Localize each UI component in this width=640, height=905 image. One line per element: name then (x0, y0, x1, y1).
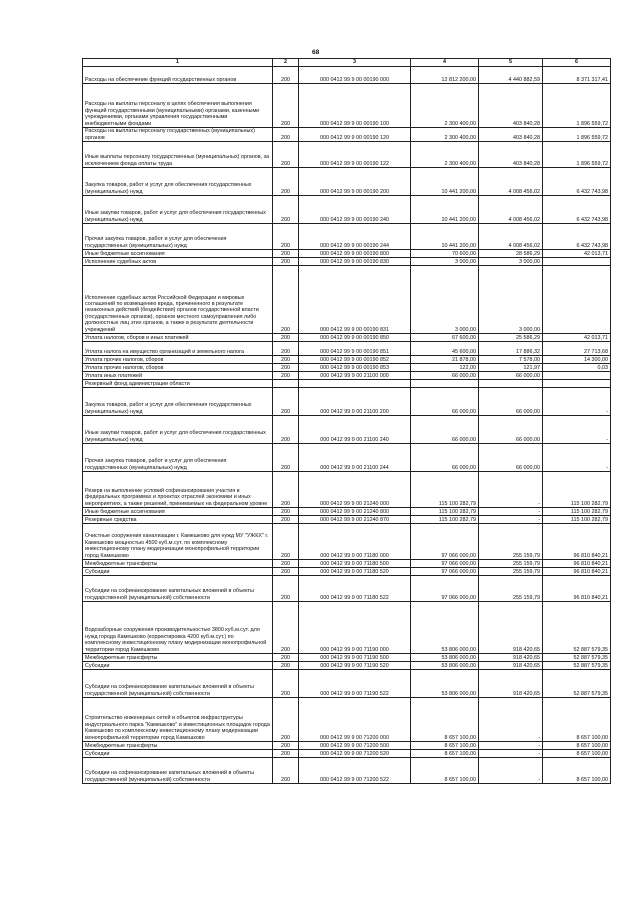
unexecuted-amount-cell: 96 810 840,21 (543, 576, 611, 602)
unexecuted-amount-cell: 8 657 100,00 (543, 758, 611, 784)
table-row (83, 128, 611, 142)
page-number: 68 (312, 49, 320, 56)
column-header: 6 (543, 59, 611, 67)
unexecuted-amount-cell: - (543, 444, 611, 472)
executed-amount-cell: 3 000,00 (479, 258, 543, 266)
row-code-cell: 200 (273, 742, 299, 750)
classification-code-cell: 000 0412 99 9 00 71190 000 (299, 602, 411, 654)
unexecuted-amount-cell: 8 371 317,41 (543, 67, 611, 84)
executed-amount-cell: 403 840,28 (479, 84, 543, 128)
name-cell: Субсидии на софинансирование капитальных вложений в объекты государственной (муниципальной) собственности (83, 670, 273, 698)
unexecuted-amount-cell: 52 887 579,35 (543, 654, 611, 662)
table-row (83, 372, 611, 380)
table-row (83, 342, 611, 356)
executed-amount-cell: 4 008 456,02 (479, 168, 543, 196)
classification-code-cell: 000 0412 99 9 00 21240 000 (299, 472, 411, 508)
executed-amount-cell: 4 008 456,02 (479, 224, 543, 250)
table-row (83, 516, 611, 524)
column-header: 1 (83, 59, 273, 67)
approved-amount-cell: 97 066 000,00 (411, 524, 479, 560)
name-cell: Строительство инженерных сетей и объектов инфраструктуры индустриального парка "Камешково" и инвестиционных площадок города Камешково по комплексному инвестиционному плану модернизации монопрофильной территории город Камешково (83, 698, 273, 742)
classification-code-cell: 000 0412 99 9 00 71190 522 (299, 670, 411, 698)
classification-code-cell: 000 0412 99 9 00 00190 200 (299, 168, 411, 196)
row-code-cell: 200 (273, 472, 299, 508)
unexecuted-amount-cell: 8 657 100,00 (543, 698, 611, 742)
executed-amount-cell: - (479, 758, 543, 784)
classification-code-cell: 000 0412 99 9 00 71200 520 (299, 750, 411, 758)
unexecuted-amount-cell (543, 258, 611, 266)
table-row (83, 388, 611, 416)
name-cell: Межбюджетные трансферты (83, 654, 273, 662)
table-row (83, 168, 611, 196)
row-code-cell: 200 (273, 266, 299, 334)
approved-amount-cell: 12 812 200,00 (411, 67, 479, 84)
classification-code-cell: 000 0412 99 9 00 71190 520 (299, 662, 411, 670)
unexecuted-amount-cell: 6 432 743,98 (543, 168, 611, 196)
unexecuted-amount-cell: 1 896 559,72 (543, 128, 611, 142)
classification-code-cell: 000 0412 99 9 00 00190 244 (299, 224, 411, 250)
table-row (83, 560, 611, 568)
table-row (83, 364, 611, 372)
name-cell: Закупка товаров, работ и услуг для обеспечения государственных (муниципальных) нужд (83, 168, 273, 196)
name-cell: Иные закупки товаров, работ и услуг для обеспечения государственных (муниципальных) нужд (83, 416, 273, 444)
executed-amount-cell: 4 008 456,02 (479, 196, 543, 224)
name-cell: Очистные сооружения канализации г. Камешково для нужд МУ "УЖКХ" г. Камешково мощностью 4500 куб.м.сут. по комплексному инвестиционному плану модернизации монопрофильной территории город Камешково (83, 524, 273, 560)
name-cell: Исполнение судебных актов Российской Федерации и мировых соглашений по возмещению вреда, причиненного в результате незаконных действий (бездействия) органов государственной власти (государственных органов), органов местного самоуправления либо должностных лиц этих органов, а также в результате деятельности учреждений (83, 266, 273, 334)
table-row (83, 662, 611, 670)
table-row (83, 250, 611, 258)
row-code-cell: 200 (273, 224, 299, 250)
executed-amount-cell: 255 159,79 (479, 576, 543, 602)
name-cell: Резервные средства (83, 516, 273, 524)
table-row (83, 67, 611, 84)
table-row (83, 416, 611, 444)
row-code-cell: 200 (273, 342, 299, 356)
classification-code-cell: 000 0412 99 9 00 71180 520 (299, 568, 411, 576)
table-row (83, 196, 611, 224)
name-cell: Резервный фонд администрации области (83, 380, 273, 388)
row-code-cell: 200 (273, 662, 299, 670)
approved-amount-cell: 8 657 100,00 (411, 698, 479, 742)
unexecuted-amount-cell: 115 100 282,79 (543, 516, 611, 524)
executed-amount-cell: 66 000,00 (479, 388, 543, 416)
column-header: 3 (299, 59, 411, 67)
approved-amount-cell: 45 600,00 (411, 342, 479, 356)
unexecuted-amount-cell: 52 887 579,35 (543, 602, 611, 654)
row-code-cell: 200 (273, 670, 299, 698)
executed-amount-cell: - (479, 742, 543, 750)
header-row (83, 59, 611, 67)
column-header: 2 (273, 59, 299, 67)
row-code-cell: 200 (273, 84, 299, 128)
row-code-cell: 200 (273, 750, 299, 758)
classification-code-cell: 000 0412 99 9 00 21100 240 (299, 416, 411, 444)
row-code-cell (273, 380, 299, 388)
executed-amount-cell: 66 000,00 (479, 416, 543, 444)
classification-code-cell: 000 0412 99 9 00 00190 100 (299, 84, 411, 128)
approved-amount-cell: 66 000,00 (411, 372, 479, 380)
row-code-cell: 200 (273, 602, 299, 654)
executed-amount-cell: - (479, 698, 543, 742)
row-code-cell: 200 (273, 508, 299, 516)
executed-amount-cell: 918 420,65 (479, 602, 543, 654)
classification-code-cell: 000 0412 99 9 00 71200 522 (299, 758, 411, 784)
approved-amount-cell: 67 600,00 (411, 334, 479, 342)
row-code-cell: 200 (273, 67, 299, 84)
name-cell: Исполнение судебных актов (83, 258, 273, 266)
approved-amount-cell: 66 000,00 (411, 444, 479, 472)
approved-amount-cell: 10 441 200,00 (411, 168, 479, 196)
unexecuted-amount-cell: 42 013,71 (543, 250, 611, 258)
table-row (83, 266, 611, 334)
executed-amount-cell: 121,97 (479, 364, 543, 372)
column-header: 5 (479, 59, 543, 67)
row-code-cell: 200 (273, 388, 299, 416)
row-code-cell: 200 (273, 568, 299, 576)
approved-amount-cell: 70 600,00 (411, 250, 479, 258)
name-cell: Иные закупки товаров, работ и услуг для обеспечения государственных (муниципальных) нужд (83, 196, 273, 224)
row-code-cell: 200 (273, 372, 299, 380)
executed-amount-cell: 28 586,29 (479, 250, 543, 258)
name-cell: Субсидии на софинансирование капитальных вложений в объекты государственной (муниципальной) собственности (83, 758, 273, 784)
row-code-cell: 200 (273, 250, 299, 258)
table-row (83, 472, 611, 508)
approved-amount-cell: 115 100 282,79 (411, 516, 479, 524)
unexecuted-amount-cell: 96 810 840,21 (543, 568, 611, 576)
classification-code-cell: 000 0412 99 9 00 00190 000 (299, 67, 411, 84)
name-cell: Водозаборные сооружения производительностью 3800 куб.м.сут. для нужд города Камешково (корректировка 4200 куб.м.сут.) по комплексному инвестиционному плану модернизации монопрофильной территории город Камешково (83, 602, 273, 654)
approved-amount-cell: 53 806 000,00 (411, 662, 479, 670)
table-row (83, 508, 611, 516)
name-cell: Субсидии (83, 662, 273, 670)
executed-amount-cell: - (479, 750, 543, 758)
classification-code-cell: 000 0412 99 9 00 71200 000 (299, 698, 411, 742)
table-row (83, 568, 611, 576)
unexecuted-amount-cell: 52 887 579,35 (543, 662, 611, 670)
unexecuted-amount-cell: 96 810 840,21 (543, 524, 611, 560)
executed-amount-cell: - (479, 472, 543, 508)
classification-code-cell: 000 0412 99 9 00 00190 831 (299, 266, 411, 334)
name-cell: Уплата налога на имущество организаций и земельного налога (83, 342, 273, 356)
executed-amount-cell: 7 578,00 (479, 356, 543, 364)
row-code-cell: 200 (273, 654, 299, 662)
unexecuted-amount-cell: 6 432 743,98 (543, 196, 611, 224)
table-row (83, 602, 611, 654)
executed-amount-cell: 66 000,00 (479, 372, 543, 380)
table-row (83, 224, 611, 250)
unexecuted-amount-cell (543, 372, 611, 380)
row-code-cell: 200 (273, 128, 299, 142)
unexecuted-amount-cell: 115 100 282,79 (543, 472, 611, 508)
unexecuted-amount-cell: 52 887 579,35 (543, 670, 611, 698)
classification-code-cell: 000 0412 99 9 00 00190 851 (299, 342, 411, 356)
approved-amount-cell: 97 066 000,00 (411, 576, 479, 602)
name-cell: Уплата прочих налогов, сборов (83, 364, 273, 372)
executed-amount-cell: 255 159,79 (479, 524, 543, 560)
table-row (83, 750, 611, 758)
classification-code-cell: 000 0412 99 9 00 21100 244 (299, 444, 411, 472)
classification-code-cell: 000 0412 99 9 00 00190 240 (299, 196, 411, 224)
approved-amount-cell: 3 000,00 (411, 266, 479, 334)
approved-amount-cell: 3 000,00 (411, 258, 479, 266)
table-row (83, 698, 611, 742)
row-code-cell: 200 (273, 168, 299, 196)
classification-code-cell: 000 0412 99 9 00 00190 830 (299, 258, 411, 266)
row-code-cell: 200 (273, 334, 299, 342)
executed-amount-cell: 918 420,65 (479, 670, 543, 698)
executed-amount-cell: - (479, 508, 543, 516)
row-code-cell: 200 (273, 560, 299, 568)
approved-amount-cell: 2 300 400,00 (411, 84, 479, 128)
unexecuted-amount-cell: - (543, 416, 611, 444)
classification-code-cell: 000 0412 99 9 00 00190 800 (299, 250, 411, 258)
executed-amount-cell: 66 000,00 (479, 444, 543, 472)
executed-amount-cell: 403 840,28 (479, 142, 543, 168)
approved-amount-cell: 66 000,00 (411, 388, 479, 416)
classification-code-cell: 000 0412 99 9 00 00190 120 (299, 128, 411, 142)
classification-code-cell: 000 0412 99 9 00 21240 870 (299, 516, 411, 524)
executed-amount-cell: 4 440 882,59 (479, 67, 543, 84)
approved-amount-cell (411, 380, 479, 388)
budget-table (82, 58, 611, 784)
table-row (83, 84, 611, 128)
table-row (83, 356, 611, 364)
unexecuted-amount-cell (543, 380, 611, 388)
executed-amount-cell: 255 159,79 (479, 560, 543, 568)
approved-amount-cell: 8 657 100,00 (411, 742, 479, 750)
row-code-cell: 200 (273, 758, 299, 784)
approved-amount-cell: 115 100 282,79 (411, 472, 479, 508)
row-code-cell: 200 (273, 698, 299, 742)
unexecuted-amount-cell: - (543, 388, 611, 416)
executed-amount-cell: - (479, 516, 543, 524)
name-cell: Прочая закупка товаров, работ и услуг для обеспечения государственных (муниципальных) нужд (83, 444, 273, 472)
executed-amount-cell: 3 000,00 (479, 266, 543, 334)
unexecuted-amount-cell: 1 896 559,72 (543, 142, 611, 168)
table-row (83, 444, 611, 472)
table-row (83, 758, 611, 784)
name-cell: Закупка товаров, работ и услуг для обеспечения государственных (муниципальных) нужд (83, 388, 273, 416)
name-cell: Расходы на выплаты персоналу государственных (муниципальных) органов (83, 128, 273, 142)
classification-code-cell: 000 0412 99 9 00 71180 000 (299, 524, 411, 560)
classification-code-cell: 000 0412 99 9 00 21240 800 (299, 508, 411, 516)
row-code-cell: 200 (273, 356, 299, 364)
unexecuted-amount-cell: 0,03 (543, 364, 611, 372)
unexecuted-amount-cell: 27 713,68 (543, 342, 611, 356)
table-row (83, 742, 611, 750)
classification-code-cell (299, 380, 411, 388)
approved-amount-cell: 66 000,00 (411, 416, 479, 444)
approved-amount-cell: 97 066 000,00 (411, 568, 479, 576)
table-row (83, 258, 611, 266)
name-cell: Межбюджетные трансферты (83, 742, 273, 750)
name-cell: Расходы на обеспечение функций государственных органов (83, 67, 273, 84)
name-cell: Межбюджетные трансферты (83, 560, 273, 568)
row-code-cell: 200 (273, 364, 299, 372)
row-code-cell: 200 (273, 524, 299, 560)
name-cell: Иные выплаты персоналу государственных (муниципальных) органов, за исключением фонда оплаты труда (83, 142, 273, 168)
table-row (83, 576, 611, 602)
executed-amount-cell: 918 420,65 (479, 662, 543, 670)
classification-code-cell: 000 0412 99 9 00 21100 200 (299, 388, 411, 416)
unexecuted-amount-cell: 115 100 282,79 (543, 508, 611, 516)
executed-amount-cell: 403 840,28 (479, 128, 543, 142)
approved-amount-cell: 53 806 000,00 (411, 670, 479, 698)
unexecuted-amount-cell (543, 266, 611, 334)
table-row (83, 670, 611, 698)
classification-code-cell: 000 0412 99 9 00 71180 500 (299, 560, 411, 568)
classification-code-cell: 000 0412 99 9 00 00190 122 (299, 142, 411, 168)
executed-amount-cell: 255 159,79 (479, 568, 543, 576)
approved-amount-cell: 53 806 000,00 (411, 602, 479, 654)
classification-code-cell: 000 0412 99 9 00 21100 000 (299, 372, 411, 380)
name-cell: Субсидии (83, 568, 273, 576)
table-row (83, 334, 611, 342)
row-code-cell: 200 (273, 444, 299, 472)
approved-amount-cell: 97 066 000,00 (411, 560, 479, 568)
executed-amount-cell (479, 380, 543, 388)
executed-amount-cell: 918 420,65 (479, 654, 543, 662)
name-cell: Субсидии на софинансирование капитальных вложений в объекты государственной (муниципальной) собственности (83, 576, 273, 602)
approved-amount-cell: 2 300 400,00 (411, 142, 479, 168)
classification-code-cell: 000 0412 99 9 00 71190 500 (299, 654, 411, 662)
approved-amount-cell: 122,00 (411, 364, 479, 372)
executed-amount-cell: 17 886,32 (479, 342, 543, 356)
name-cell: Субсидии (83, 750, 273, 758)
table-row (83, 380, 611, 388)
table-row (83, 654, 611, 662)
table-row (83, 142, 611, 168)
approved-amount-cell: 8 657 100,00 (411, 750, 479, 758)
row-code-cell: 200 (273, 576, 299, 602)
row-code-cell: 200 (273, 416, 299, 444)
unexecuted-amount-cell: 42 013,71 (543, 334, 611, 342)
name-cell: Резерв на выполнение условий софинансирования участия в федеральных программах и проектах отраслей экономики и иных мероприятиях, а также решений, принимаемых на федеральном уровне (83, 472, 273, 508)
unexecuted-amount-cell: 6 432 743,98 (543, 224, 611, 250)
approved-amount-cell: 2 300 400,00 (411, 128, 479, 142)
unexecuted-amount-cell: 14 300,00 (543, 356, 611, 364)
classification-code-cell: 000 0412 99 9 00 71200 500 (299, 742, 411, 750)
classification-code-cell: 000 0412 99 9 00 00190 850 (299, 334, 411, 342)
row-code-cell: 200 (273, 516, 299, 524)
name-cell: Иные бюджетные ассигнования (83, 508, 273, 516)
approved-amount-cell: 53 806 000,00 (411, 654, 479, 662)
name-cell: Прочая закупка товаров, работ и услуг для обеспечения государственных (муниципальных) нужд (83, 224, 273, 250)
unexecuted-amount-cell: 1 896 559,72 (543, 84, 611, 128)
executed-amount-cell: 25 586,29 (479, 334, 543, 342)
name-cell: Уплата прочих налогов, сборов (83, 356, 273, 364)
row-code-cell: 200 (273, 142, 299, 168)
classification-code-cell: 000 0412 99 9 00 00190 853 (299, 364, 411, 372)
classification-code-cell: 000 0412 99 9 00 00190 852 (299, 356, 411, 364)
approved-amount-cell: 10 441 200,00 (411, 196, 479, 224)
classification-code-cell: 000 0412 99 9 00 71180 522 (299, 576, 411, 602)
approved-amount-cell: 115 100 282,79 (411, 508, 479, 516)
name-cell: Уплата иных платежей (83, 372, 273, 380)
name-cell: Уплата налогов, сборов и иных платежей (83, 334, 273, 342)
unexecuted-amount-cell: 8 657 100,00 (543, 750, 611, 758)
unexecuted-amount-cell: 8 657 100,00 (543, 742, 611, 750)
approved-amount-cell: 10 441 200,00 (411, 224, 479, 250)
approved-amount-cell: 8 657 100,00 (411, 758, 479, 784)
approved-amount-cell: 21 878,00 (411, 356, 479, 364)
name-cell: Расходы на выплаты персоналу в целях обеспечения выполнения функций государственными (муниципальными) органами, казенными учреждениями, органами управления государственными внебюджетными фондами (83, 84, 273, 128)
unexecuted-amount-cell: 96 810 840,21 (543, 560, 611, 568)
table-row (83, 524, 611, 560)
name-cell: Иные бюджетные ассигнования (83, 250, 273, 258)
column-header: 4 (411, 59, 479, 67)
row-code-cell: 200 (273, 196, 299, 224)
row-code-cell: 200 (273, 258, 299, 266)
